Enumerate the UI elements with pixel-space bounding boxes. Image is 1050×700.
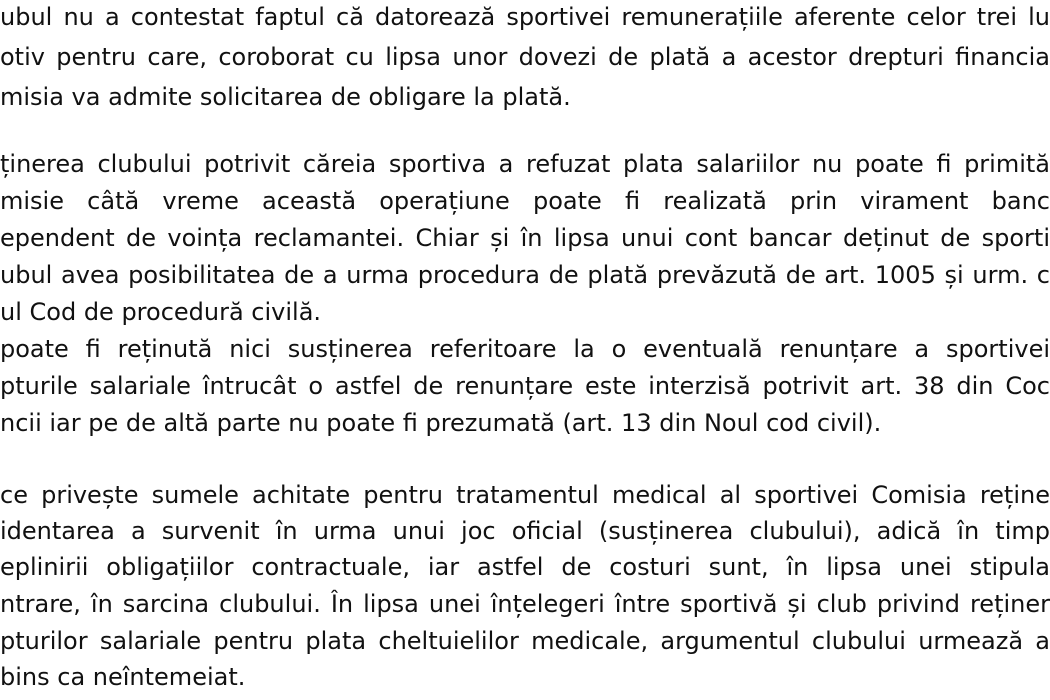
text-line: ncii iar pe de altă parte nu poate fi prezumată (art. 13 din Noul cod civil). — [0, 409, 882, 437]
text-line: ntrare, în sarcina clubului. În lipsa unei înțelegeri între sportivă și club privind reținer — [0, 590, 1050, 618]
text-line: eplinirii obligațiilor contractuale, iar astfel de costuri sunt, în lipsa unei stipula — [0, 553, 1050, 581]
text-line: misie câtă vreme această operațiune poate fi realizată prin virament banc — [0, 187, 1050, 215]
text-line: poate fi reținută nici susținerea referitoare la o eventuală renunțare a sportivei — [0, 335, 1050, 363]
text-line: otiv pentru care, coroborat cu lipsa unor dovezi de plată a acestor drepturi financia — [0, 43, 1050, 71]
text-line: ependent de voința reclamantei. Chiar și în lipsa unui cont bancar deținut de sporti — [0, 224, 1050, 252]
text-line: identarea a survenit în urma unui joc oficial (susținerea clubului), adică în timp — [0, 517, 1050, 545]
text-line: bins ca neîntemeiat. — [0, 663, 246, 691]
text-line: ubul avea posibilitatea de a urma procedura de plată prevăzută de art. 1005 și urm. c — [0, 261, 1050, 289]
text-line: ce privește sumele achitate pentru tratamentul medical al sportivei Comisia reține — [0, 481, 1050, 509]
text-line: pturile salariale întrucât o astfel de renunțare este interzisă potrivit art. 38 din Coc — [0, 372, 1050, 400]
text-line: pturilor salariale pentru plata cheltuielilor medicale, argumentul clubului urmează a — [0, 627, 1050, 655]
text-line: misia va admite solicitarea de obligare la plată. — [0, 83, 571, 111]
text-line: ținerea clubului potrivit căreia sportiva a refuzat plata salariilor nu poate fi primită — [0, 150, 1050, 178]
text-line: ubul nu a contestat faptul că datorează sportivei remunerațiile aferente celor trei lu — [0, 3, 1050, 31]
text-line: ul Cod de procedură civilă. — [0, 298, 322, 326]
